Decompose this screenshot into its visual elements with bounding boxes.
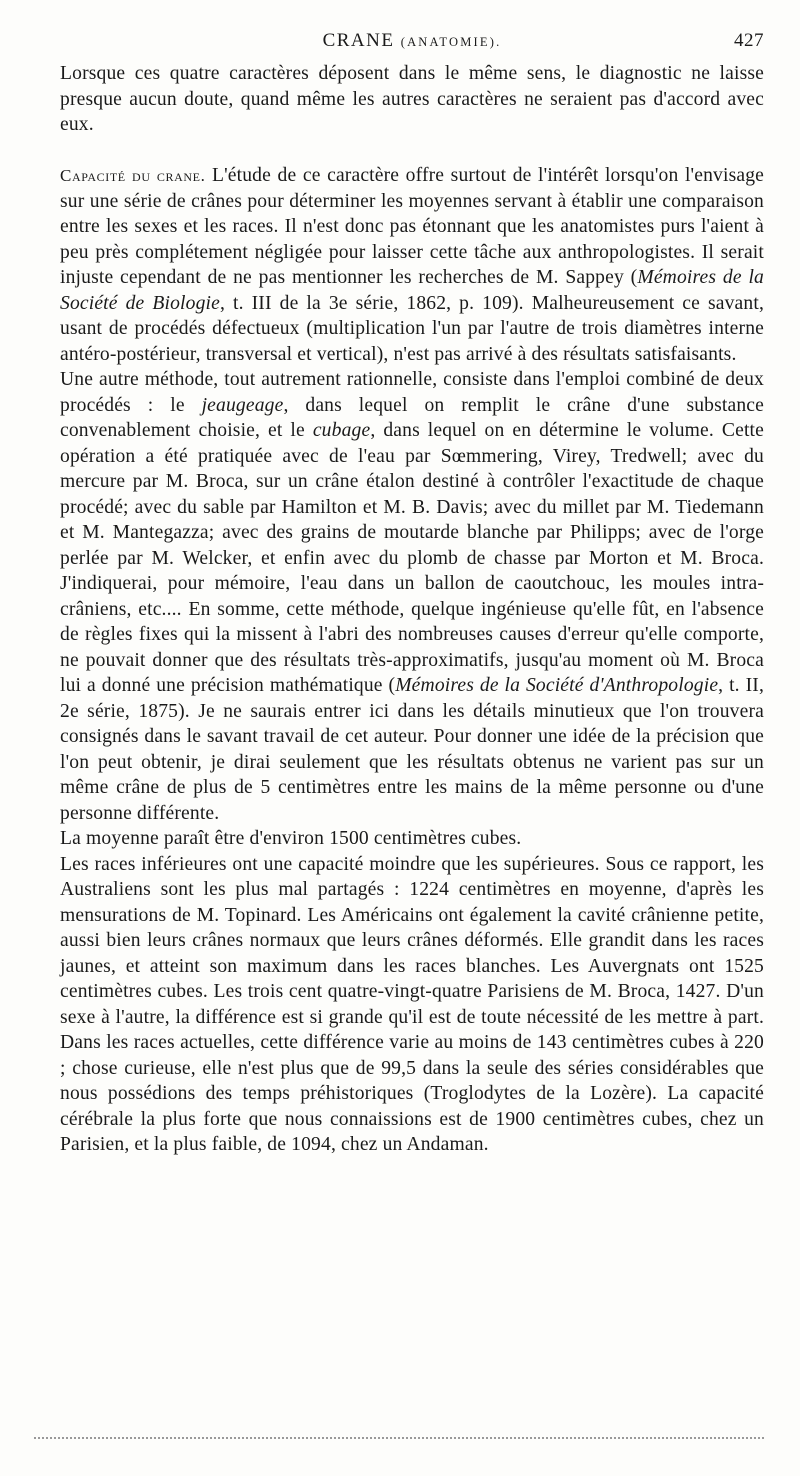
section-lead: Capacité du crane. (60, 166, 206, 185)
footer-divider (34, 1437, 764, 1441)
paragraph-methode (60, 367, 764, 826)
body-text (60, 61, 764, 1158)
text-run: , dans lequel on en détermine le volume. Cette opération a été pratiquée avec de l'eau par Sœmmering, Virey, Tredwell; avec du mercure par M. Broca, sur un crâne étalon destiné à contrôler l'exactitude de chaque procédé; avec du sable par Hamilton et M. B. Davis; avec du millet par M. Tiedemann et M. Mantegazza; avec des grains de moutarde blanche par Philipps; avec de l'orge perlée par M. Welcker, et enfin avec du plomb de chasse par Morton et M. Broca. J'indiquerai, pour mémoire, l'eau dans un ballon de caoutchouc, les moules intra-crâniens, etc.... En somme, cette méthode, quelque ingénieuse qu'elle fût, en l'absence de règles fixes qui la missent à l'abri des nombreuses causes d'erreur qu'elle comporte, ne pouvait donner que des résultats très-approximatifs, jusqu'au moment où M. Broca lui a donné une précision mathématique ( (60, 420, 764, 696)
running-header (60, 30, 764, 56)
paragraph-moyenne: La moyenne paraît être d'environ 1500 centimètres cubes. (60, 828, 522, 849)
paragraph-capacite (60, 163, 764, 367)
page-number: 427 (734, 30, 764, 51)
running-title (60, 30, 764, 52)
text-run: Une autre méthode, tout autrement rationnelle, consiste dans l'emploi combiné de deux procédés : le (60, 369, 764, 416)
term-jaugeage: jeaugeage (201, 394, 284, 416)
citation: Mémoires de la Société de Biologie (60, 267, 765, 314)
text-run: , t. III de la 3e série, 1862, p. 109). Malheureusement ce savant, usant de procédés défectueux (multiplication l'un par l'autre de trois diamètres interne antéro-postérieur, transversal et vertical), n'est pas arrivé à des résultats satisfaisants. (60, 292, 764, 365)
text-run: , t. II, 2e série, 1875). Je ne saurais entrer ici dans les détails minutieux que l'on trouvera consignés dans le savant travail de cet auteur. Pour donner une idée de la précision que l'on peut obtenir, je dirai seulement que les résultats obtenus ne varient pas sur un même crâne de plus de 5 centimètres entre les mains de la même personne ou d'une personne différente. (60, 675, 764, 824)
paragraph-diagnostic: Lorsque ces quatre caractères déposent dans le même sens, le diagnostic ne laisse presque aucun doute, quand même les autres caractères ne seraient pas d'accord avec eux. (60, 63, 764, 135)
title-subtitle: (ANATOMIE). (400, 35, 502, 49)
title-main: CRANE (322, 30, 395, 51)
text-run: , dans lequel on remplit le crâne d'une substance convenablement choisie, et le (60, 394, 764, 441)
text-run: L'étude de ce caractère offre surtout de l'intérêt lorsqu'on l'envisage sur une série de crânes pour déterminer les moyennes servant à établir une comparaison entre les sexes et les races. Il n'est donc pas étonnant que les anatomistes purs l'aient à peu près complétement négligée pour laisser cette tâche aux anthropologistes. Il serait injuste cependant de ne pas mentionner les recherches de M. Sappey ( (60, 165, 764, 288)
paragraph-races: Les races inférieures ont une capacité moindre que les supérieures. Sous ce rapport, les Australiens sont les plus mal partagés : 1224 centimètres en moyenne, d'après les mensurations de M. Topinard. Les Américains ont également la cavité crânienne petite, aussi bien leurs crânes normaux que leurs crânes déformés. Elle grandit dans les races jaunes, et atteint son maximum dans les races blanches. Les Auvergnats ont 1525 centimètres cubes. Les trois cent quatre-vingt-quatre Parisiens de M. Broca, 1427. D'un sexe à l'autre, la différence est si grande qu'il est de toute nécessité de les mettre à part. Dans les races actuelles, cette différence varie au moins de 143 centimètres cubes à 220 ; chose curieuse, elle n'est plus que de 99,5 dans la seule des séries considérables que nous possédions des temps préhistoriques (Troglodytes de la Lozère). La capacité cérébrale la plus forte que nous connaissions est de 1900 centimètres cubes, chez un Parisien, et la plus faible, de 1094, chez un Andaman. (60, 853, 764, 1155)
term-cubage: cubage (312, 420, 371, 441)
citation: Mémoires de la Société d'Anthropologie (395, 675, 719, 696)
